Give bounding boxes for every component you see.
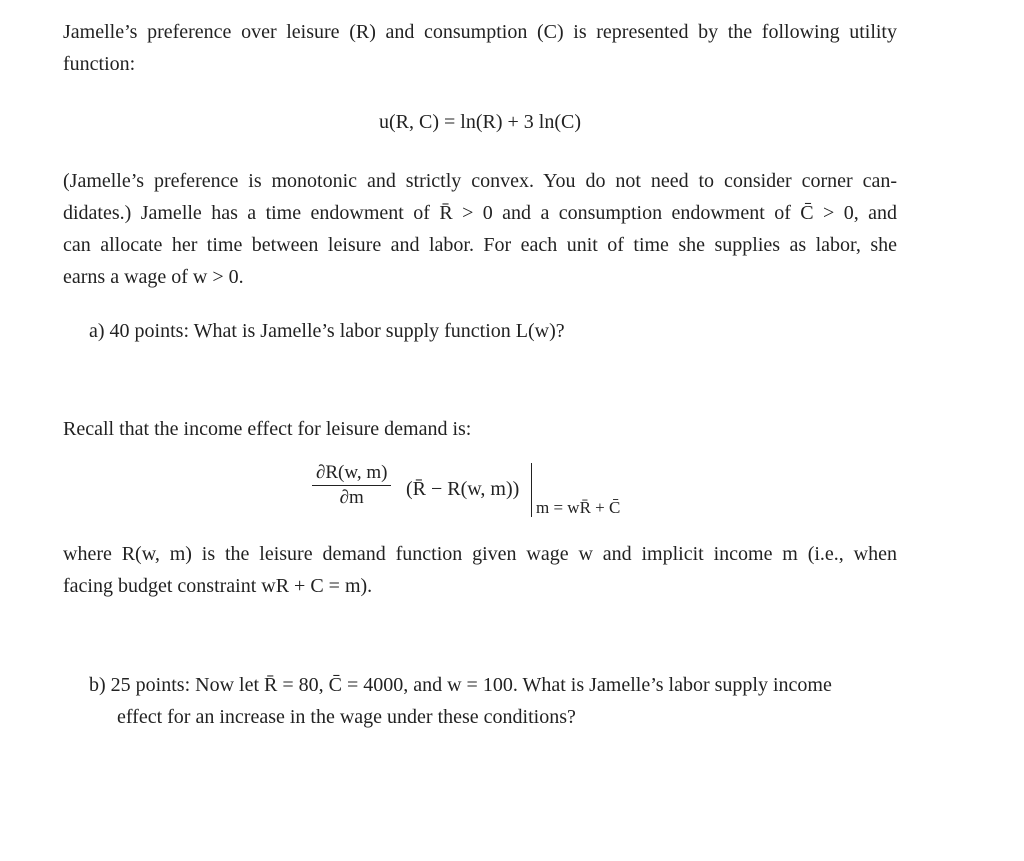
evaluation-bar — [531, 463, 532, 517]
utility-equation: u(R, C) = ln(R) + 3 ln(C) — [379, 111, 581, 133]
part-b-label: b) — [89, 674, 106, 696]
recall-text: Recall that the income effect for leisure demand is: — [63, 418, 472, 440]
fraction-numerator: ∂R(w, m) — [312, 461, 391, 486]
part-a-text: What is Jamelle’s labor supply function L(w)? — [193, 320, 565, 342]
intro-line-2: function: — [63, 53, 136, 75]
part-a-points: 40 points: — [109, 320, 189, 342]
income-effect-fraction — [312, 461, 391, 510]
intro-line-1: Jamelle’s preference over leisure (R) and consumption (C) is represented by the following utility — [63, 21, 897, 43]
where-line-1: where R(w, m) is the leisure demand function given wage w and implicit income m (i.e., when — [63, 543, 897, 565]
income-effect-bracket: (R̄ − R(w, m)) — [406, 478, 520, 500]
assumptions-line-1: (Jamelle’s preference is monotonic and strictly convex. You do not need to consider corner can- — [63, 170, 897, 192]
part-a-label: a) — [89, 320, 105, 342]
part-b-line-2: effect for an increase in the wage under these conditions? — [117, 706, 576, 728]
evaluation-point: m = wR̄ + C̄ — [536, 498, 621, 517]
where-line-2: facing budget constraint wR + C = m). — [63, 575, 373, 597]
part-a-question — [89, 316, 565, 346]
assumptions-line-4: earns a wage of w > 0. — [63, 266, 244, 288]
part-b-points: 25 points: — [110, 674, 191, 696]
assumptions-line-3: can allocate her time between leisure and labor. For each unit of time she supplies as labor, she — [63, 234, 897, 256]
assumptions-line-2: didates.) Jamelle has a time endowment of R̄ > 0 and a consumption endowment of C̄ > 0, and — [63, 202, 897, 224]
part-b-line-1: Now let R̄ = 80, C̄ = 4000, and w = 100. What is Jamelle’s labor supply income — [195, 674, 832, 696]
part-b-question — [89, 670, 832, 700]
fraction-denominator: ∂m — [339, 487, 364, 508]
